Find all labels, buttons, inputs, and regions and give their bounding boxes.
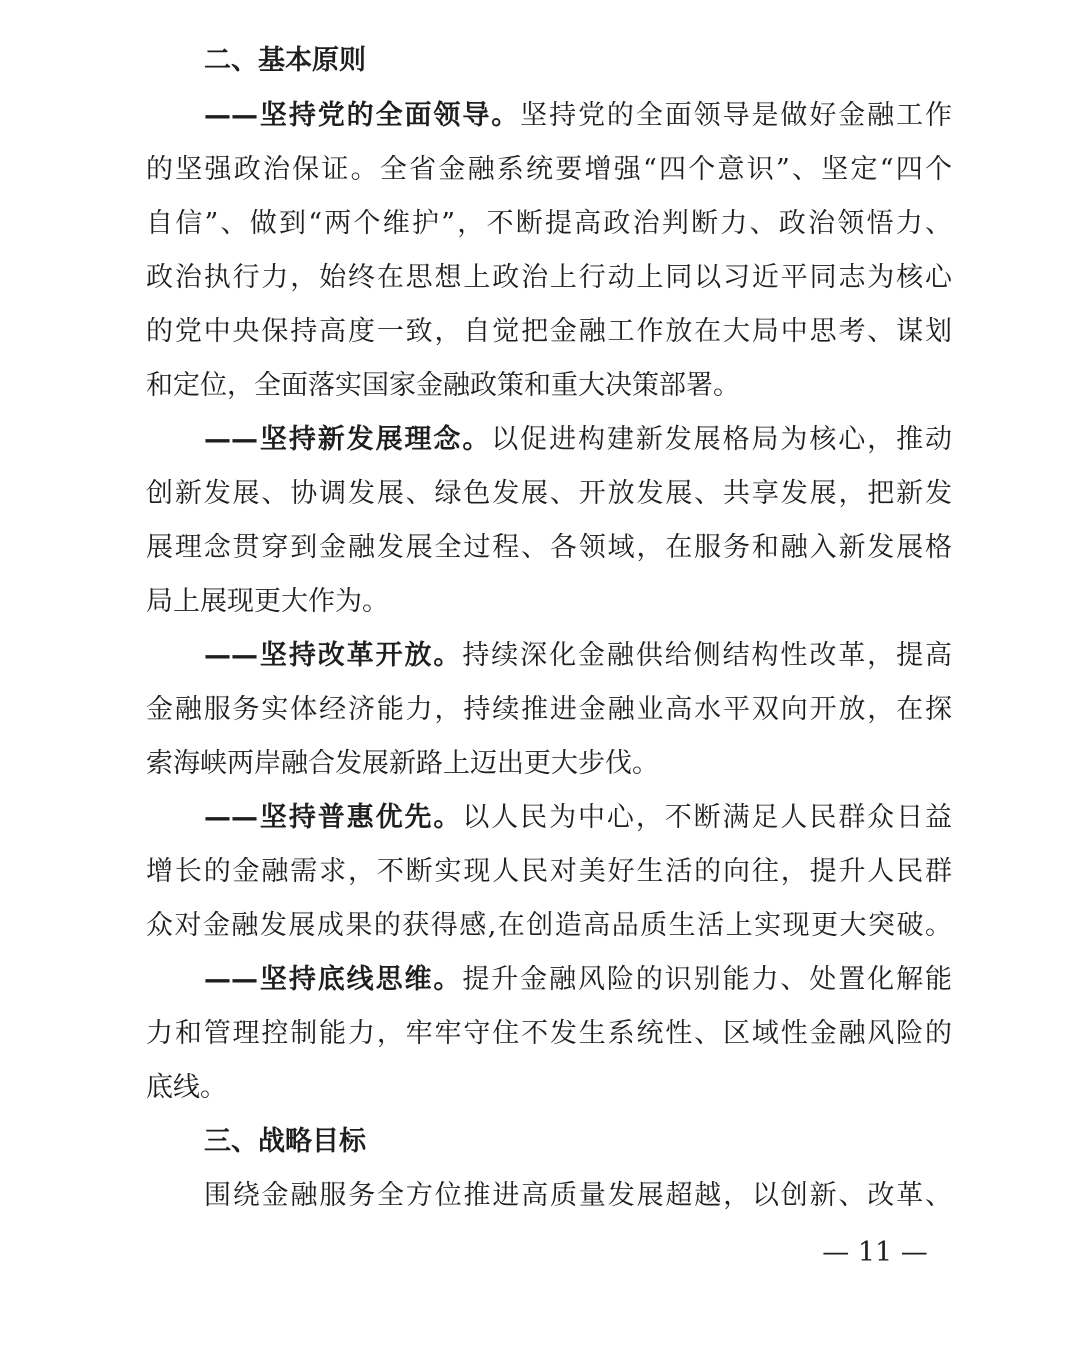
paragraph-text: 提升金融风险的识别能力、处置化解能 (462, 964, 952, 995)
paragraph-party-leadership-line-1 (204, 98, 952, 134)
paragraph-line: 的坚强政治保证。全省金融系统要增强“四个意识”、坚定“四个 (146, 154, 952, 185)
paragraph-line: 自信”、做到“两个维护”，不断提高政治判断力、政治领悟力、 (146, 208, 952, 239)
paragraph-line: 众对金融发展成果的获得感,在创造高品质生活上实现更大突破。 (146, 910, 952, 941)
paragraph-line: 局上展现更大作为。 (146, 586, 389, 617)
paragraph-line: 政治执行力，始终在思想上政治上行动上同以习近平同志为核心 (146, 262, 952, 293)
paragraph-strategic-goals-line-1: 围绕金融服务全方位推进高质量发展超越，以创新、改革、 (204, 1180, 952, 1211)
paragraph-reform-opening-line-1 (204, 638, 952, 674)
paragraph-lead-party-leadership: ——坚持党的全面领导。 (204, 100, 521, 131)
paragraph-new-development-line-1 (204, 422, 952, 458)
paragraph-text: 持续深化金融供给侧结构性改革，提高 (462, 640, 952, 671)
paragraph-line: 创新发展、协调发展、绿色发展、开放发展、共享发展，把新发 (146, 478, 952, 509)
paragraph-line: 的党中央保持高度一致，自觉把金融工作放在大局中思考、谋划 (146, 316, 952, 347)
paragraph-lead-reform-opening: ——坚持改革开放。 (204, 640, 463, 671)
paragraph-lead-bottom-line-thinking: ——坚持底线思维。 (204, 964, 463, 995)
section-heading-principles: 二、基本原则 (204, 45, 366, 76)
paragraph-line: 和定位，全面落实国家金融政策和重大决策部署。 (146, 370, 740, 401)
paragraph-line: 展理念贯穿到金融发展全过程、各领域，在服务和融入新发展格 (146, 532, 952, 563)
paragraph-lead-new-development: ——坚持新发展理念。 (204, 424, 492, 455)
paragraph-text: 以人民为中心，不断满足人民群众日益 (462, 802, 952, 833)
paragraph-bottom-line-thinking-line-1 (204, 962, 952, 998)
paragraph-line: 索海峡两岸融合发展新路上迈出更大步伐。 (146, 748, 659, 779)
section-heading-strategic-goals: 三、战略目标 (204, 1126, 366, 1157)
paragraph-line: 金融服务实体经济能力，持续推进金融业高水平双向开放，在探 (146, 694, 952, 725)
paragraph-line: 增长的金融需求，不断实现人民对美好生活的向往，提升人民群 (146, 856, 952, 887)
paragraph-text: 坚持党的全面领导是做好金融工作 (520, 100, 952, 131)
paragraph-lead-inclusive-first: ——坚持普惠优先。 (204, 802, 463, 833)
paragraph-line: 力和管理控制能力，牢牢守住不发生系统性、区域性金融风险的 (146, 1018, 952, 1049)
page-number: — 11 — (822, 1237, 928, 1268)
paragraph-text: 以促进构建新发展格局为核心，推动 (491, 424, 952, 455)
paragraph-inclusive-first-line-1 (204, 800, 952, 836)
paragraph-line: 底线。 (146, 1072, 227, 1103)
